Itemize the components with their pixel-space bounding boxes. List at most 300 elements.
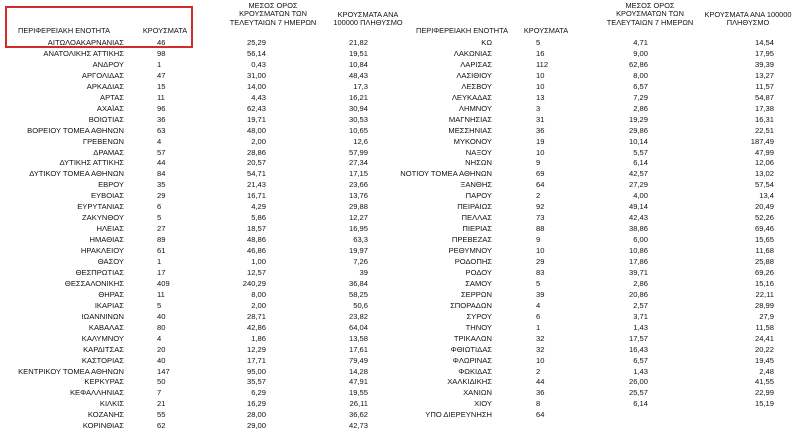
table-row	[408, 257, 800, 268]
cases-cell: 44	[536, 377, 545, 387]
cases-cell: 44	[157, 158, 166, 168]
avg7-cell: 1,43	[633, 366, 648, 376]
region-cell: ΝΟΤΙΟΥ ΤΟΜΕΑ ΑΘΗΝΩΝ	[400, 169, 492, 179]
region-cell: ΚΕΦΑΛΛΗΝΙΑΣ	[69, 388, 124, 398]
per100k-cell: 13,58	[348, 333, 368, 343]
avg7-cell: 8,00	[633, 70, 648, 80]
region-cell: ΕΥΒΟΙΑΣ	[91, 191, 124, 201]
per100k-cell: 187,49	[750, 136, 774, 146]
region-cell: ΔΡΑΜΑΣ	[93, 147, 124, 157]
region-cell: ΛΗΜΝΟΥ	[458, 103, 492, 113]
region-cell: ΚΙΛΚΙΣ	[99, 399, 124, 409]
avg7-cell: 16,43	[628, 344, 648, 354]
table-row	[408, 367, 800, 378]
table-row	[0, 345, 400, 356]
region-cell: ΚΕΝΤΡΙΚΟΥ ΤΟΜΕΑ ΑΘΗΝΩΝ	[18, 366, 124, 376]
per100k-cell: 13,27	[754, 70, 774, 80]
per100k-cell: 17,15	[348, 169, 368, 179]
region-cell: ΜΥΚΟΝΟΥ	[453, 136, 492, 146]
per100k-cell: 12,27	[348, 213, 368, 223]
region-cell: ΜΕΣΣΗΝΙΑΣ	[448, 125, 492, 135]
per100k-cell: 17,95	[754, 48, 774, 58]
region-cell: ΡΟΔΟΥ	[465, 267, 492, 277]
cases-cell: 17	[157, 267, 166, 277]
cases-cell: 10	[536, 147, 545, 157]
cases-cell: 83	[536, 267, 545, 277]
per100k-cell: 20,22	[754, 344, 774, 354]
region-cell: ΖΑΚΥΝΘΟΥ	[82, 213, 124, 223]
cases-cell: 21	[157, 399, 166, 409]
region-cell: ΚΩ	[481, 38, 492, 47]
cases-cell: 55	[157, 410, 166, 420]
avg7-cell: 19,29	[628, 114, 648, 124]
cases-cell: 10	[536, 355, 545, 365]
per100k-cell: 7,26	[353, 257, 368, 266]
per100k-cell: 26,11	[349, 399, 368, 409]
table-row	[0, 180, 400, 191]
table-row	[408, 180, 800, 191]
region-cell: ΑΙΤΩΛΟΑΚΑΡΝΑΝΙΑΣ	[47, 38, 124, 47]
per100k-cell: 63,3	[353, 235, 368, 245]
table-row	[408, 104, 800, 115]
cases-cell: 13	[536, 92, 545, 102]
region-cell: ΑΧΑΪΑΣ	[96, 103, 124, 113]
per100k-cell: 29,88	[348, 202, 368, 212]
cases-cell: 10	[536, 70, 545, 80]
per100k-cell: 47,91	[348, 377, 368, 387]
cases-cell: 2	[536, 191, 541, 201]
table-row	[0, 334, 400, 345]
table-row	[0, 49, 400, 60]
table-row	[0, 312, 400, 323]
per100k-cell: 19,51	[348, 48, 368, 58]
region-cell: ΦΘΙΩΤΙΔΑΣ	[450, 344, 492, 354]
cases-cell: 8	[536, 399, 541, 409]
avg7-cell: 21,43	[246, 180, 266, 190]
avg7-cell: 39,71	[628, 267, 648, 277]
header-cases-left: ΚΡΟΥΣΜΑΤΑ	[142, 26, 188, 35]
region-cell: ΣΕΡΡΩΝ	[460, 289, 492, 299]
avg7-cell: 1,43	[633, 322, 648, 332]
table-row	[408, 115, 800, 126]
region-cell: ΧΙΟΥ	[474, 399, 492, 409]
region-cell: ΦΩΚΙΔΑΣ	[458, 366, 492, 376]
table-row	[0, 137, 400, 148]
per100k-cell: 24,41	[754, 333, 774, 343]
per100k-cell: 10,84	[348, 59, 368, 69]
per100k-cell: 17,38	[754, 103, 774, 113]
avg7-cell: 8,00	[251, 289, 266, 299]
table-row	[0, 126, 400, 137]
table-row	[408, 158, 800, 169]
per100k-cell: 52,26	[754, 213, 774, 223]
table-row	[408, 213, 800, 224]
per100k-cell: 36,62	[348, 410, 368, 420]
table-row	[408, 334, 800, 345]
per100k-cell: 20,49	[754, 202, 774, 212]
avg7-cell: 2,86	[633, 103, 648, 113]
cases-cell: 69	[536, 169, 545, 179]
cases-cell: 6	[536, 311, 541, 321]
avg7-cell: 2,00	[251, 136, 266, 146]
avg7-cell: 2,86	[633, 278, 648, 288]
avg7-cell: 2,00	[251, 300, 266, 310]
cases-cell: 6	[157, 202, 162, 212]
per100k-cell: 25,88	[754, 257, 774, 266]
per100k-cell: 11,58	[755, 322, 774, 332]
avg7-cell: 17,71	[246, 355, 266, 365]
per100k-cell: 42,73	[348, 421, 368, 431]
table-row	[408, 301, 800, 312]
per100k-cell: 23,66	[348, 180, 368, 190]
cases-cell: 50	[157, 377, 166, 387]
avg7-cell: 6,57	[633, 355, 648, 365]
avg7-cell: 6,29	[251, 388, 266, 398]
per100k-cell: 13,76	[348, 191, 368, 201]
per100k-cell: 14,28	[348, 366, 368, 376]
avg7-cell: 46,86	[246, 246, 266, 256]
cases-cell: 36	[536, 125, 545, 135]
per100k-cell: 64,04	[348, 322, 368, 332]
table-row	[408, 312, 800, 323]
cases-cell: 35	[157, 180, 166, 190]
cases-cell: 84	[157, 169, 166, 179]
table-row	[408, 38, 800, 49]
per100k-cell: 2,48	[759, 366, 774, 376]
per100k-cell: 28,99	[754, 300, 774, 310]
cases-cell: 61	[157, 246, 166, 256]
cases-cell: 19	[536, 136, 545, 146]
avg7-cell: 31,00	[246, 70, 266, 80]
table-row	[408, 93, 800, 104]
cases-cell: 1	[157, 59, 162, 69]
region-cell: ΛΑΡΙΣΑΣ	[460, 59, 492, 69]
avg7-cell: 12,57	[246, 267, 266, 277]
region-cell: ΗΡΑΚΛΕΙΟΥ	[80, 246, 124, 256]
region-cell: ΛΑΚΩΝΙΑΣ	[453, 48, 492, 58]
avg7-cell: 1,00	[251, 257, 266, 266]
avg7-cell: 4,71	[633, 38, 648, 47]
region-cell: ΦΛΩΡΙΝΑΣ	[452, 355, 492, 365]
region-cell: ΑΡΓΟΛΙΔΑΣ	[81, 70, 124, 80]
table-row	[0, 115, 400, 126]
avg7-cell: 3,71	[633, 311, 648, 321]
table-row	[0, 82, 400, 93]
avg7-cell: 20,57	[246, 158, 266, 168]
table-row	[408, 377, 800, 388]
cases-cell: 112	[536, 59, 549, 69]
cases-cell: 62	[157, 421, 166, 431]
avg7-cell: 16,71	[246, 191, 266, 201]
avg7-cell: 28,00	[246, 410, 266, 420]
region-cell: ΗΜΑΘΙΑΣ	[89, 235, 124, 245]
cases-cell: 89	[157, 235, 166, 245]
cases-cell: 98	[157, 48, 166, 58]
region-cell: ΣΥΡΟΥ	[466, 311, 492, 321]
cases-cell: 47	[157, 70, 166, 80]
cases-cell: 29	[157, 191, 166, 201]
region-cell: ΘΗΡΑΣ	[98, 289, 124, 299]
avg7-cell: 19,71	[246, 114, 266, 124]
avg7-cell: 7,29	[633, 92, 648, 102]
cases-cell: 80	[157, 322, 166, 332]
region-cell: ΛΑΣΙΘΙΟΥ	[456, 70, 492, 80]
region-cell: ΘΕΣΣΑΛΟΝΙΚΗΣ	[64, 278, 124, 288]
region-cell: ΝΑΞΟΥ	[465, 147, 492, 157]
region-cell: ΠΡΕΒΕΖΑΣ	[451, 235, 492, 245]
table-row	[0, 410, 400, 421]
avg7-cell: 27,29	[628, 180, 648, 190]
cases-cell: 7	[157, 388, 162, 398]
cases-cell: 15	[157, 81, 166, 91]
per100k-cell: 39	[359, 267, 368, 277]
per100k-cell: 13,02	[754, 169, 774, 179]
avg7-cell: 29,86	[628, 125, 648, 135]
per100k-cell: 69,26	[754, 267, 774, 277]
per100k-cell: 16,21	[348, 92, 368, 102]
region-cell: ΝΗΣΩΝ	[465, 158, 492, 168]
region-cell: ΑΡΚΑΔΙΑΣ	[86, 81, 124, 91]
per100k-cell: 14,54	[754, 38, 774, 47]
per100k-cell: 12,06	[754, 158, 774, 168]
cases-cell: 5	[536, 38, 541, 47]
cases-cell: 39	[536, 289, 545, 299]
per100k-cell: 54,87	[754, 92, 774, 102]
region-cell: ΧΑΝΙΩΝ	[463, 388, 492, 398]
cases-cell: 11	[157, 92, 165, 102]
table-row	[0, 388, 400, 399]
region-cell: ΚΑΒΑΛΑΣ	[88, 322, 124, 332]
region-cell: ΠΕΛΛΑΣ	[461, 213, 492, 223]
per100k-cell: 79,49	[348, 355, 368, 365]
region-cell: ΤΡΙΚΑΛΩΝ	[453, 333, 492, 343]
cases-cell: 73	[536, 213, 545, 223]
table-row	[0, 323, 400, 334]
table-row	[408, 323, 800, 334]
region-cell: ΡΟΔΟΠΗΣ	[454, 257, 492, 266]
region-cell: ΙΩΑΝΝΙΝΩΝ	[81, 311, 124, 321]
region-cell: ΚΟΡΙΝΘΙΑΣ	[82, 421, 124, 431]
per100k-cell: 15,65	[754, 235, 774, 245]
table-row	[408, 191, 800, 202]
table-row	[0, 257, 400, 268]
cases-cell: 27	[157, 224, 166, 234]
cases-cell: 29	[536, 257, 545, 266]
region-cell: ΕΒΡΟΥ	[98, 180, 124, 190]
table-row	[0, 104, 400, 115]
per100k-cell: 17,3	[353, 81, 368, 91]
avg7-cell: 42,57	[628, 169, 648, 179]
table-row	[0, 377, 400, 388]
table-row	[408, 345, 800, 356]
per100k-cell: 10,65	[348, 125, 368, 135]
region-cell: ΞΑΝΘΗΣ	[460, 180, 492, 190]
avg7-cell: 9,00	[633, 48, 648, 58]
table-row	[0, 158, 400, 169]
per100k-cell: 22,11	[755, 289, 774, 299]
region-cell: ΙΚΑΡΙΑΣ	[94, 300, 124, 310]
per100k-cell: 22,99	[754, 388, 774, 398]
table-row	[408, 137, 800, 148]
cases-cell: 1	[536, 322, 541, 332]
per100k-cell: 19,45	[754, 355, 774, 365]
region-cell: ΑΡΤΑΣ	[100, 92, 124, 102]
avg7-cell: 25,57	[628, 388, 648, 398]
table-row	[0, 235, 400, 246]
per100k-cell: 21,82	[348, 38, 368, 47]
cases-cell: 88	[536, 224, 545, 234]
table-row	[408, 290, 800, 301]
region-cell: ΘΕΣΠΡΩΤΙΑΣ	[75, 267, 124, 277]
header-cases-right: ΚΡΟΥΣΜΑΤΑ	[523, 26, 569, 35]
avg7-cell: 25,29	[246, 38, 266, 47]
cases-cell: 10	[536, 81, 545, 91]
avg7-cell: 240,29	[242, 278, 266, 288]
header-per100k-right: ΚΡΟΥΣΜΑΤΑ ΑΝΑ 100000 ΠΛΗΘΥΣΜΟ	[704, 10, 792, 28]
header-region-right: ΠΕΡΙΦΕΡΕΙΑΚΗ ΕΝΟΤΗΤΑ	[416, 26, 508, 35]
region-cell: ΚΑΡΔΙΤΣΑΣ	[83, 344, 124, 354]
cases-cell: 4	[536, 300, 541, 310]
header-avg7-right: ΜΕΣΟΣ ΟΡΟΣ ΚΡΟΥΣΜΑΤΩΝ ΤΩΝ ΤΕΛΕΥΤΑΙΩΝ 7 ΗΜΕΡΩΝ	[606, 1, 694, 27]
per100k-cell: 39,39	[754, 59, 774, 69]
avg7-cell: 29,00	[246, 421, 266, 431]
cases-cell: 40	[157, 311, 166, 321]
avg7-cell: 5,86	[251, 213, 266, 223]
cases-cell: 9	[536, 235, 541, 245]
per100k-cell: 57,99	[348, 147, 368, 157]
avg7-cell: 28,86	[246, 147, 266, 157]
per100k-cell: 22,51	[754, 125, 774, 135]
avg7-cell: 35,57	[246, 377, 266, 387]
cases-cell: 409	[157, 278, 170, 288]
per100k-cell: 48,43	[348, 70, 368, 80]
table-row	[0, 213, 400, 224]
table-row	[0, 421, 400, 432]
cases-cell: 16	[536, 48, 545, 58]
avg7-cell: 4,43	[251, 92, 266, 102]
avg7-cell: 42,86	[246, 322, 266, 332]
per100k-cell: 12,6	[353, 136, 368, 146]
avg7-cell: 12,29	[246, 344, 266, 354]
table-row	[408, 246, 800, 257]
table-row	[408, 410, 800, 421]
cases-cell: 20	[157, 344, 166, 354]
table-row	[0, 93, 400, 104]
cases-cell: 57	[157, 147, 166, 157]
avg7-cell: 10,14	[628, 136, 648, 146]
avg7-cell: 42,43	[628, 213, 648, 223]
per100k-cell: 13,4	[759, 191, 774, 201]
table-row	[0, 191, 400, 202]
avg7-cell: 18,57	[246, 224, 266, 234]
region-cell: ΠΙΕΡΙΑΣ	[462, 224, 492, 234]
cases-cell: 31	[536, 114, 545, 124]
avg7-cell: 4,00	[633, 191, 648, 201]
cases-cell: 11	[157, 289, 165, 299]
table-row	[408, 202, 800, 213]
per100k-cell: 15,19	[754, 399, 774, 409]
cases-cell: 63	[157, 125, 166, 135]
per100k-cell: 27,34	[348, 158, 368, 168]
table-row	[0, 367, 400, 378]
region-cell: ΚΟΖΑΝΗΣ	[87, 410, 124, 420]
table-row	[0, 301, 400, 312]
region-cell: ΓΡΕΒΕΝΩΝ	[82, 136, 124, 146]
table-row	[0, 399, 400, 410]
cases-cell: 40	[157, 355, 166, 365]
avg7-cell: 48,00	[246, 125, 266, 135]
region-cell: ΡΕΘΥΜΝΟΥ	[448, 246, 492, 256]
table-row	[408, 279, 800, 290]
avg7-cell: 38,86	[628, 224, 648, 234]
cases-cell: 36	[536, 388, 545, 398]
region-cell: ΒΟΡΕΙΟΥ ΤΟΜΕΑ ΑΘΗΝΩΝ	[27, 125, 124, 135]
per100k-cell: 50,6	[353, 300, 368, 310]
region-cell: ΚΑΛΥΜΝΟΥ	[81, 333, 124, 343]
table-row	[0, 356, 400, 367]
avg7-cell: 0,43	[251, 59, 266, 69]
per100k-cell: 47,99	[754, 147, 774, 157]
avg7-cell: 62,86	[628, 59, 648, 69]
per100k-cell: 15,16	[754, 278, 774, 288]
per100k-cell: 17,61	[348, 344, 368, 354]
table-row	[408, 235, 800, 246]
cases-cell: 4	[157, 136, 162, 146]
cases-cell: 36	[157, 114, 166, 124]
cases-cell: 64	[536, 180, 545, 190]
table-row	[0, 202, 400, 213]
per100k-cell: 57,54	[754, 180, 774, 190]
table-row	[408, 71, 800, 82]
table-row	[408, 388, 800, 399]
cases-cell: 5	[157, 300, 162, 310]
region-cell: ΤΗΝΟΥ	[465, 322, 492, 332]
avg7-cell: 17,86	[628, 257, 648, 266]
cases-cell: 9	[536, 158, 541, 168]
avg7-cell: 28,71	[246, 311, 266, 321]
table-row	[0, 60, 400, 71]
region-cell: ΔΥΤΙΚΟΥ ΤΟΜΕΑ ΑΘΗΝΩΝ	[29, 169, 124, 179]
region-cell: ΑΝΑΤΟΛΙΚΗΣ ΑΤΤΙΚΗΣ	[43, 48, 124, 58]
avg7-cell: 49,14	[628, 202, 648, 212]
per100k-cell: 16,95	[348, 224, 368, 234]
per100k-cell: 69,46	[754, 224, 774, 234]
table-row	[0, 169, 400, 180]
per100k-cell: 41,55	[754, 377, 774, 387]
cases-cell: 147	[157, 366, 170, 376]
per100k-cell: 30,94	[348, 103, 368, 113]
avg7-cell: 54,71	[246, 169, 266, 179]
region-cell: ΛΕΥΚΑΔΑΣ	[451, 92, 492, 102]
region-cell: ΧΑΛΚΙΔΙΚΗΣ	[447, 377, 492, 387]
cases-cell: 32	[536, 344, 545, 354]
avg7-cell: 56,14	[246, 48, 266, 58]
cases-cell: 32	[536, 333, 545, 343]
per100k-cell: 36,84	[348, 278, 368, 288]
table-row	[0, 38, 400, 49]
table-row	[408, 60, 800, 71]
region-cell: ΥΠΟ ΔΙΕΡΕΥΝΗΣΗ	[425, 410, 492, 420]
avg7-cell: 16,29	[246, 399, 266, 409]
avg7-cell: 62,43	[246, 103, 266, 113]
region-cell: ΔΥΤΙΚΗΣ ΑΤΤΙΚΗΣ	[59, 158, 124, 168]
avg7-cell: 20,86	[628, 289, 648, 299]
table-row	[0, 71, 400, 82]
per100k-cell: 11,68	[755, 246, 774, 256]
avg7-cell: 4,29	[251, 202, 266, 212]
avg7-cell: 14,00	[246, 81, 266, 91]
cases-cell: 96	[157, 103, 166, 113]
